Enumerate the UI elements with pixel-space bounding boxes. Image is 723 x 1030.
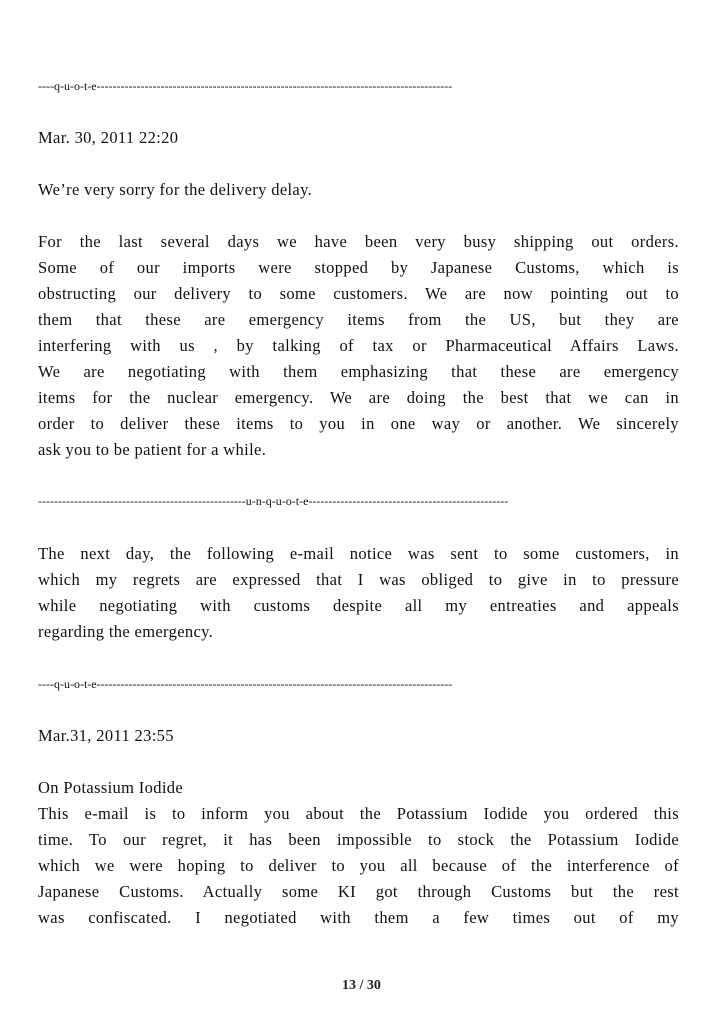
date-line: Mar.31, 2011 23:55 bbox=[38, 726, 174, 745]
paragraph-line: order to deliver these items to you in one way or another. We sincerely bbox=[38, 414, 679, 433]
paragraph-line: was confiscated. I negotiated with them a few times out of my bbox=[38, 908, 679, 927]
paragraph-line: while negotiating with customs despite all my entreaties and appeals bbox=[38, 596, 679, 615]
quote-date bbox=[38, 723, 679, 749]
paragraph-line: Some of our imports were stopped by Japanese Customs, which is bbox=[38, 258, 679, 277]
apology-text: We’re very sorry for the delivery delay. bbox=[38, 180, 313, 199]
paragraph-line: time. To our regret, it has been impossible to stock the Potassium Iodide bbox=[38, 830, 679, 849]
paragraph-line: which we were hoping to deliver to you all because of the interference of bbox=[38, 856, 679, 875]
apology-line bbox=[38, 177, 679, 203]
quote-open-marker: ----q-u-o-t-e----------------------------------------------------------------------------------------- bbox=[38, 79, 453, 93]
paragraph-line: For the last several days we have been very busy shipping out orders. bbox=[38, 232, 679, 251]
date-line: Mar. 30, 2011 22:20 bbox=[38, 128, 179, 147]
narrative-paragraph bbox=[38, 541, 679, 645]
quote-open-marker: ----q-u-o-t-e----------------------------------------------------------------------------------------- bbox=[38, 677, 453, 691]
paragraph-line: Japanese Customs. Actually some KI got through Customs but the rest bbox=[38, 882, 679, 901]
section-heading: On Potassium Iodide bbox=[38, 778, 184, 797]
paragraph-line: We are negotiating with them emphasizing that these are emergency bbox=[38, 362, 679, 381]
paragraph-line: them that these are emergency items from the US, but they are bbox=[38, 310, 679, 329]
page-number: 13 / 30 bbox=[342, 978, 381, 993]
paragraph-line: items for the nuclear emergency. We are doing the best that we can in bbox=[38, 388, 679, 407]
paragraph-line: ask you to be patient for a while. bbox=[38, 440, 267, 459]
paragraph-line: The next day, the following e-mail notice was sent to some customers, in bbox=[38, 544, 679, 563]
paragraph-line: interfering with us , by talking of tax or Pharmaceutical Affairs Laws. bbox=[38, 336, 679, 355]
paragraph-line: This e-mail is to inform you about the Potassium Iodide you ordered this bbox=[38, 804, 679, 823]
paragraph-line: obstructing our delivery to some customers. We are now pointing out to bbox=[38, 284, 679, 303]
quote-date bbox=[38, 125, 679, 151]
quote-body-paragraph bbox=[38, 229, 679, 463]
paragraph-line: which my regrets are expressed that I was obliged to give in to pressure bbox=[38, 570, 679, 589]
paragraph-line: regarding the emergency. bbox=[38, 622, 214, 641]
quote-close-marker: ----------------------------------------------------u-n-q-u-o-t-e-------------------------------------------------- bbox=[38, 494, 509, 508]
quote-body-paragraph bbox=[38, 775, 679, 931]
